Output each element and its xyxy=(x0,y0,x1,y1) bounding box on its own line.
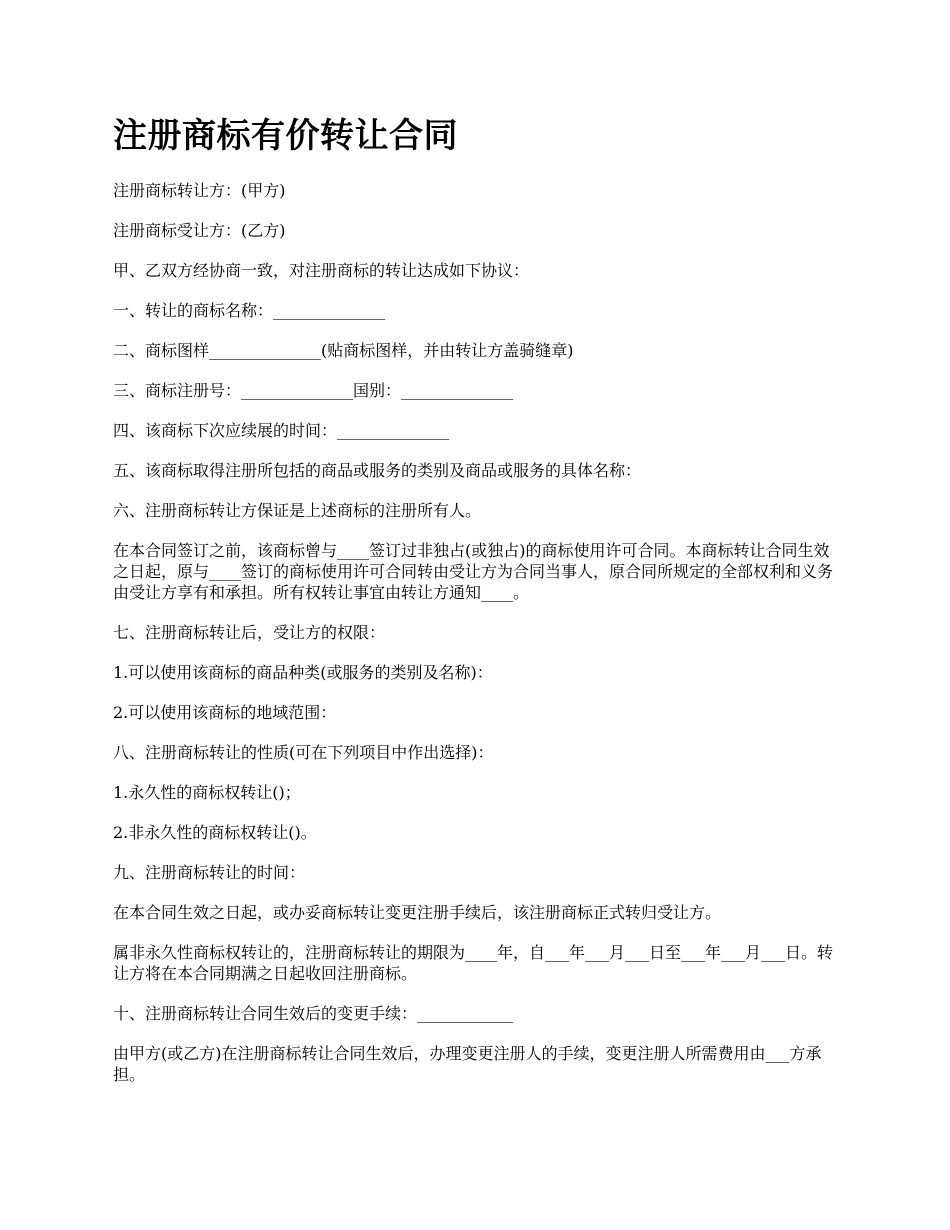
paragraph-clause-5: 五、该商标取得注册所包括的商品或服务的类别及商品或服务的具体名称： xyxy=(113,461,642,480)
paragraph-clause-10: 十、注册商标转让合同生效后的变更手续：____________ xyxy=(113,1004,514,1023)
paragraph-clause-9: 九、注册商标转让的时间： xyxy=(113,863,306,882)
paragraph-clause-3: 三、商标注册号：______________国别：______________ xyxy=(113,381,514,400)
paragraph-license-history: 在本合同签订之前，该商标曾与____签订过非独占(或独占)的商标使用许可合同。本商标转让合同生效之日起，原与____签订的商标使用许可合同转由受让方为合同当事人，原合同所规定的全部权利和义务由受让方享有和承担。所有权转让事宜由转让方通知____。 xyxy=(113,541,834,602)
paragraph-clause-8-item-2: 2.非永久性的商标权转让()。 xyxy=(113,823,317,842)
paragraph-transferor: 注册商标转让方：(甲方) xyxy=(113,181,286,200)
paragraph-clause-7-item-1: 1.可以使用该商标的商品种类(或服务的类别及名称)： xyxy=(113,663,493,682)
document-page xyxy=(113,112,843,1104)
paragraph-clause-8: 八、注册商标转让的性质(可在下列项目中作出选择)： xyxy=(113,743,494,762)
paragraph-clause-8-item-1: 1.永久性的商标权转让()； xyxy=(113,783,301,802)
paragraph-transfer-term: 属非永久性商标权转让的，注册商标转让的期限为____年，自___年___月___日至___年___月___日。转让方将在本合同期满之日起收回注册商标。 xyxy=(113,943,834,983)
paragraph-clause-7-item-2: 2.可以使用该商标的地域范围： xyxy=(113,703,337,722)
paragraph-clause-1: 一、转让的商标名称：______________ xyxy=(113,301,386,320)
paragraph-change-procedure: 由甲方(或乙方)在注册商标转让合同生效后，办理变更注册人的手续，变更注册人所需费用由___方承担。 xyxy=(113,1044,822,1084)
paragraph-clause-2: 二、商标图样______________(贴商标图样，并由转让方盖骑缝章) xyxy=(113,341,574,360)
paragraph-effective-date: 在本合同生效之日起，或办妥商标转让变更注册手续后，该注册商标正式转归受让方。 xyxy=(113,903,722,922)
paragraph-agreement-intro: 甲、乙双方经协商一致，对注册商标的转让达成如下协议： xyxy=(113,261,530,280)
paragraph-clause-4: 四、该商标下次应续展的时间：______________ xyxy=(113,421,450,440)
paragraph-clause-7: 七、注册商标转让后，受让方的权限： xyxy=(113,623,386,642)
paragraph-clause-6: 六、注册商标转让方保证是上述商标的注册所有人。 xyxy=(113,501,482,520)
paragraph-transferee: 注册商标受让方：(乙方) xyxy=(113,221,286,240)
document-title: 注册商标有价转让合同 xyxy=(113,116,458,156)
